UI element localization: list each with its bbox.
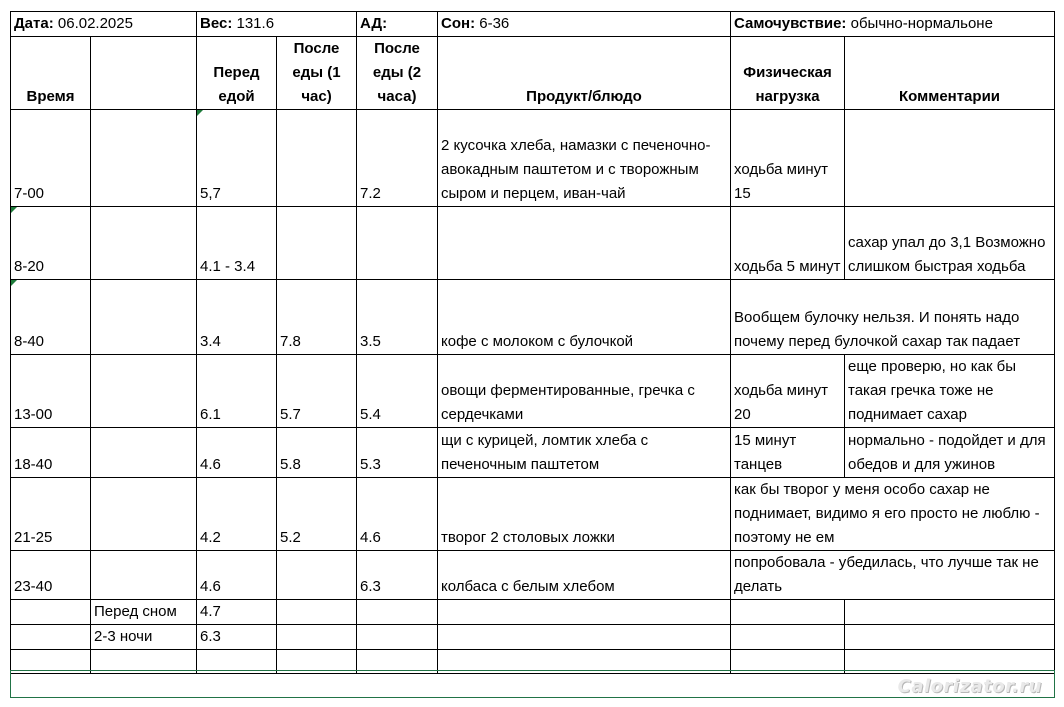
activity-cell[interactable]: 15 минут танцев <box>731 428 845 478</box>
after2-cell[interactable] <box>357 600 438 625</box>
activity-cell[interactable]: ходьба 5 минут <box>731 207 845 280</box>
comment-marker-icon <box>11 280 17 286</box>
activity-cell[interactable] <box>731 625 845 650</box>
comments-cell[interactable] <box>845 625 1055 650</box>
activity-cell[interactable]: ходьба минут 15 <box>731 110 845 207</box>
info-row <box>11 12 1055 37</box>
wellbeing-value: обычно-нормальоне <box>850 15 993 32</box>
table-row <box>11 428 1055 478</box>
after1-cell[interactable] <box>277 207 357 280</box>
comments-cell[interactable]: еще проверю, но как бы такая гречка тоже не поднимает сахар <box>845 355 1055 428</box>
header-before-meal[interactable]: Перед едой <box>197 37 277 110</box>
header-after-2h[interactable]: После еды (2 часа) <box>357 37 438 110</box>
after1-cell[interactable]: 7.8 <box>277 280 357 355</box>
table-row <box>11 280 1055 355</box>
comment-marker-icon <box>11 207 17 213</box>
note-cell[interactable]: Перед сном <box>91 600 197 625</box>
before-cell[interactable]: 3.4 <box>197 280 277 355</box>
header-time[interactable]: Время <box>11 37 91 110</box>
product-cell[interactable] <box>438 625 731 650</box>
time-cell[interactable]: 13-00 <box>11 355 91 428</box>
comments-cell[interactable]: нормально - подойдет и для обедов и для ужинов <box>845 428 1055 478</box>
before-cell[interactable]: 4.6 <box>197 428 277 478</box>
table-row <box>11 551 1055 600</box>
after2-cell[interactable]: 4.6 <box>357 478 438 551</box>
comments-cell[interactable] <box>845 110 1055 207</box>
after1-cell[interactable] <box>277 600 357 625</box>
activity-cell[interactable]: ходьба минут 20 <box>731 355 845 428</box>
header-comments[interactable]: Комментарии <box>845 37 1055 110</box>
bp-cell[interactable]: АД: <box>357 12 438 37</box>
note-cell[interactable] <box>91 551 197 600</box>
sleep-cell[interactable]: Сон: 6-36 <box>438 12 731 37</box>
product-cell[interactable]: 2 кусочка хлеба, намазки с печеночно-авокадным паштетом и с творожным сыром и перцем, иван-чай <box>438 110 731 207</box>
time-cell[interactable]: 21-25 <box>11 478 91 551</box>
table-row <box>11 355 1055 428</box>
after1-cell[interactable]: 5.8 <box>277 428 357 478</box>
time-cell[interactable] <box>11 600 91 625</box>
product-cell[interactable]: творог 2 столовых ложки <box>438 478 731 551</box>
date-cell[interactable]: Дата: 06.02.2025 <box>11 12 197 37</box>
watermark: Calorizator.ru <box>897 676 1042 697</box>
table-row <box>11 478 1055 551</box>
product-cell[interactable] <box>438 207 731 280</box>
header-product[interactable]: Продукт/блюдо <box>438 37 731 110</box>
product-cell[interactable] <box>438 600 731 625</box>
header-row <box>11 37 1055 110</box>
sleep-value: 6-36 <box>479 15 510 32</box>
time-cell[interactable]: 7-00 <box>11 110 91 207</box>
product-cell[interactable]: щи с курицей, ломтик хлеба с печеночным паштетом <box>438 428 731 478</box>
header-activity[interactable]: Физическая нагрузка <box>731 37 845 110</box>
note-cell[interactable] <box>91 280 197 355</box>
note-cell[interactable]: 2-3 ночи <box>91 625 197 650</box>
after2-cell[interactable]: 5.3 <box>357 428 438 478</box>
note-cell[interactable] <box>91 355 197 428</box>
after2-cell[interactable]: 3.5 <box>357 280 438 355</box>
before-cell[interactable]: 6.3 <box>197 625 277 650</box>
before-cell[interactable]: 6.1 <box>197 355 277 428</box>
after1-cell[interactable]: 5.2 <box>277 478 357 551</box>
comment-marker-icon <box>197 110 203 116</box>
product-cell[interactable]: кофе с молоком с булочкой <box>438 280 731 355</box>
note-cell[interactable] <box>91 478 197 551</box>
activity-cell[interactable] <box>731 600 845 625</box>
after2-cell[interactable]: 6.3 <box>357 551 438 600</box>
comments-cell[interactable]: попробовала - убедилась, что лучше так не делать <box>731 551 1055 600</box>
header-note[interactable] <box>91 37 197 110</box>
after2-cell[interactable] <box>357 625 438 650</box>
after1-cell[interactable]: 5.7 <box>277 355 357 428</box>
before-cell[interactable]: 4.6 <box>197 551 277 600</box>
table-row <box>11 207 1055 280</box>
product-cell[interactable]: колбаса с белым хлебом <box>438 551 731 600</box>
note-cell[interactable] <box>91 428 197 478</box>
date-value: 06.02.2025 <box>57 15 133 32</box>
after2-cell[interactable]: 7.2 <box>357 110 438 207</box>
table-row <box>11 625 1055 650</box>
time-cell[interactable]: 18-40 <box>11 428 91 478</box>
comments-cell[interactable]: как бы творог у меня особо сахар не поднимает, видимо я его просто не люблю - поэтому не ем <box>731 478 1055 551</box>
weight-value: 131.6 <box>236 15 275 32</box>
before-cell[interactable]: 5,7 <box>197 110 277 207</box>
note-cell[interactable] <box>91 207 197 280</box>
weight-cell[interactable]: Вес: 131.6 <box>197 12 357 37</box>
time-cell[interactable]: 23-40 <box>11 551 91 600</box>
header-after-1h[interactable]: После еды (1 час) <box>277 37 357 110</box>
table-row <box>11 600 1055 625</box>
table-row <box>11 110 1055 207</box>
time-cell[interactable] <box>11 625 91 650</box>
time-cell[interactable]: 8-40 <box>11 280 91 355</box>
after2-cell[interactable]: 5.4 <box>357 355 438 428</box>
diary-table <box>10 11 1055 674</box>
note-cell[interactable] <box>91 110 197 207</box>
time-cell[interactable]: 8-20 <box>11 207 91 280</box>
before-cell[interactable]: 4.7 <box>197 600 277 625</box>
after1-cell[interactable] <box>277 625 357 650</box>
comments-cell[interactable]: Вообщем булочку нельзя. И понять надо почему перед булочкой сахар так падает <box>731 280 1055 355</box>
before-cell[interactable]: 4.1 - 3.4 <box>197 207 277 280</box>
after1-cell[interactable] <box>277 551 357 600</box>
wellbeing-cell[interactable]: Самочувствие: обычно-нормальоне <box>731 12 1055 37</box>
comments-cell[interactable] <box>845 600 1055 625</box>
after1-cell[interactable] <box>277 110 357 207</box>
after2-cell[interactable] <box>357 207 438 280</box>
product-cell[interactable]: овощи ферментированные, гречка с сердечками <box>438 355 731 428</box>
before-cell[interactable]: 4.2 <box>197 478 277 551</box>
comments-cell[interactable]: сахар упал до 3,1 Возможно слишком быстрая ходьба <box>845 207 1055 280</box>
